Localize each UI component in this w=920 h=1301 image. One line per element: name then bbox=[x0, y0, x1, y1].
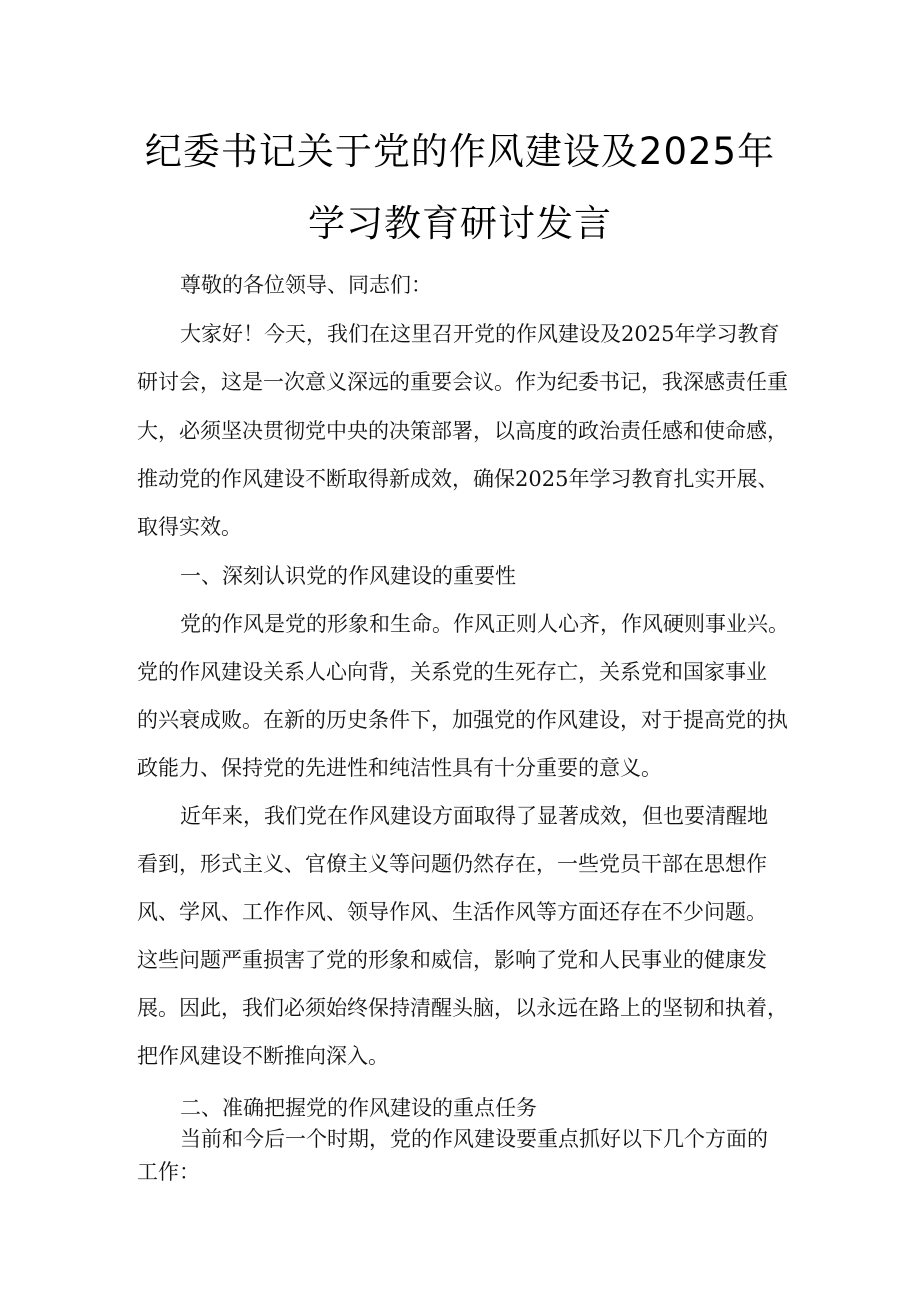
document-title-line-2: 学习教育研讨发言 bbox=[308, 202, 612, 245]
body-line: 大，必须坚决贯彻党中央的决策部署，以高度的政治责任感和使命感， bbox=[137, 419, 788, 443]
body-line: 把作风建设不断推向深入。 bbox=[137, 1044, 389, 1068]
body-line: 风、学风、工作作风、领导作风、生活作风等方面还存在不少问题。 bbox=[137, 900, 767, 924]
body-line: 取得实效。 bbox=[137, 515, 242, 539]
body-line: 大家好！今天，我们在这里召开党的作风建设及2025年学习教育 bbox=[180, 322, 780, 346]
salutation: 尊敬的各位领导、同志们： bbox=[180, 273, 432, 297]
section-heading-2: 二、准确把握党的作风建设的重点任务 bbox=[180, 1096, 537, 1120]
section-heading-1: 一、深刻认识党的作风建设的重要性 bbox=[180, 564, 516, 588]
body-line: 工作： bbox=[137, 1160, 200, 1184]
body-line: 展。因此，我们必须始终保持清醒头脑，以永远在路上的坚韧和执着， bbox=[137, 996, 788, 1020]
body-line: 当前和今后一个时期，党的作风建设要重点抓好以下几个方面的 bbox=[180, 1127, 768, 1151]
body-line: 党的作风建设关系人心向背，关系党的生死存亡，关系党和国家事业 bbox=[137, 660, 767, 684]
body-line: 近年来，我们党在作风建设方面取得了显著成效，但也要清醒地 bbox=[180, 804, 768, 828]
body-line: 党的作风是党的形象和生命。作风正则人心齐，作风硬则事业兴。 bbox=[180, 612, 789, 636]
body-line: 看到，形式主义、官僚主义等问题仍然存在，一些党员干部在思想作 bbox=[137, 852, 767, 876]
body-line: 政能力、保持党的先进性和纯洁性具有十分重要的意义。 bbox=[137, 756, 662, 780]
document-title-line-1: 纪委书记关于党的作风建设及2025年 bbox=[144, 130, 776, 173]
body-line: 研讨会，这是一次意义深远的重要会议。作为纪委书记，我深感责任重 bbox=[137, 370, 788, 394]
body-line: 的兴衰成败。在新的历史条件下，加强党的作风建设，对于提高党的执 bbox=[137, 708, 788, 732]
body-line: 这些问题严重损害了党的形象和威信，影响了党和人民事业的健康发 bbox=[137, 948, 767, 972]
body-line: 推动党的作风建设不断取得新成效，确保2025年学习教育扎实开展、 bbox=[137, 467, 779, 491]
